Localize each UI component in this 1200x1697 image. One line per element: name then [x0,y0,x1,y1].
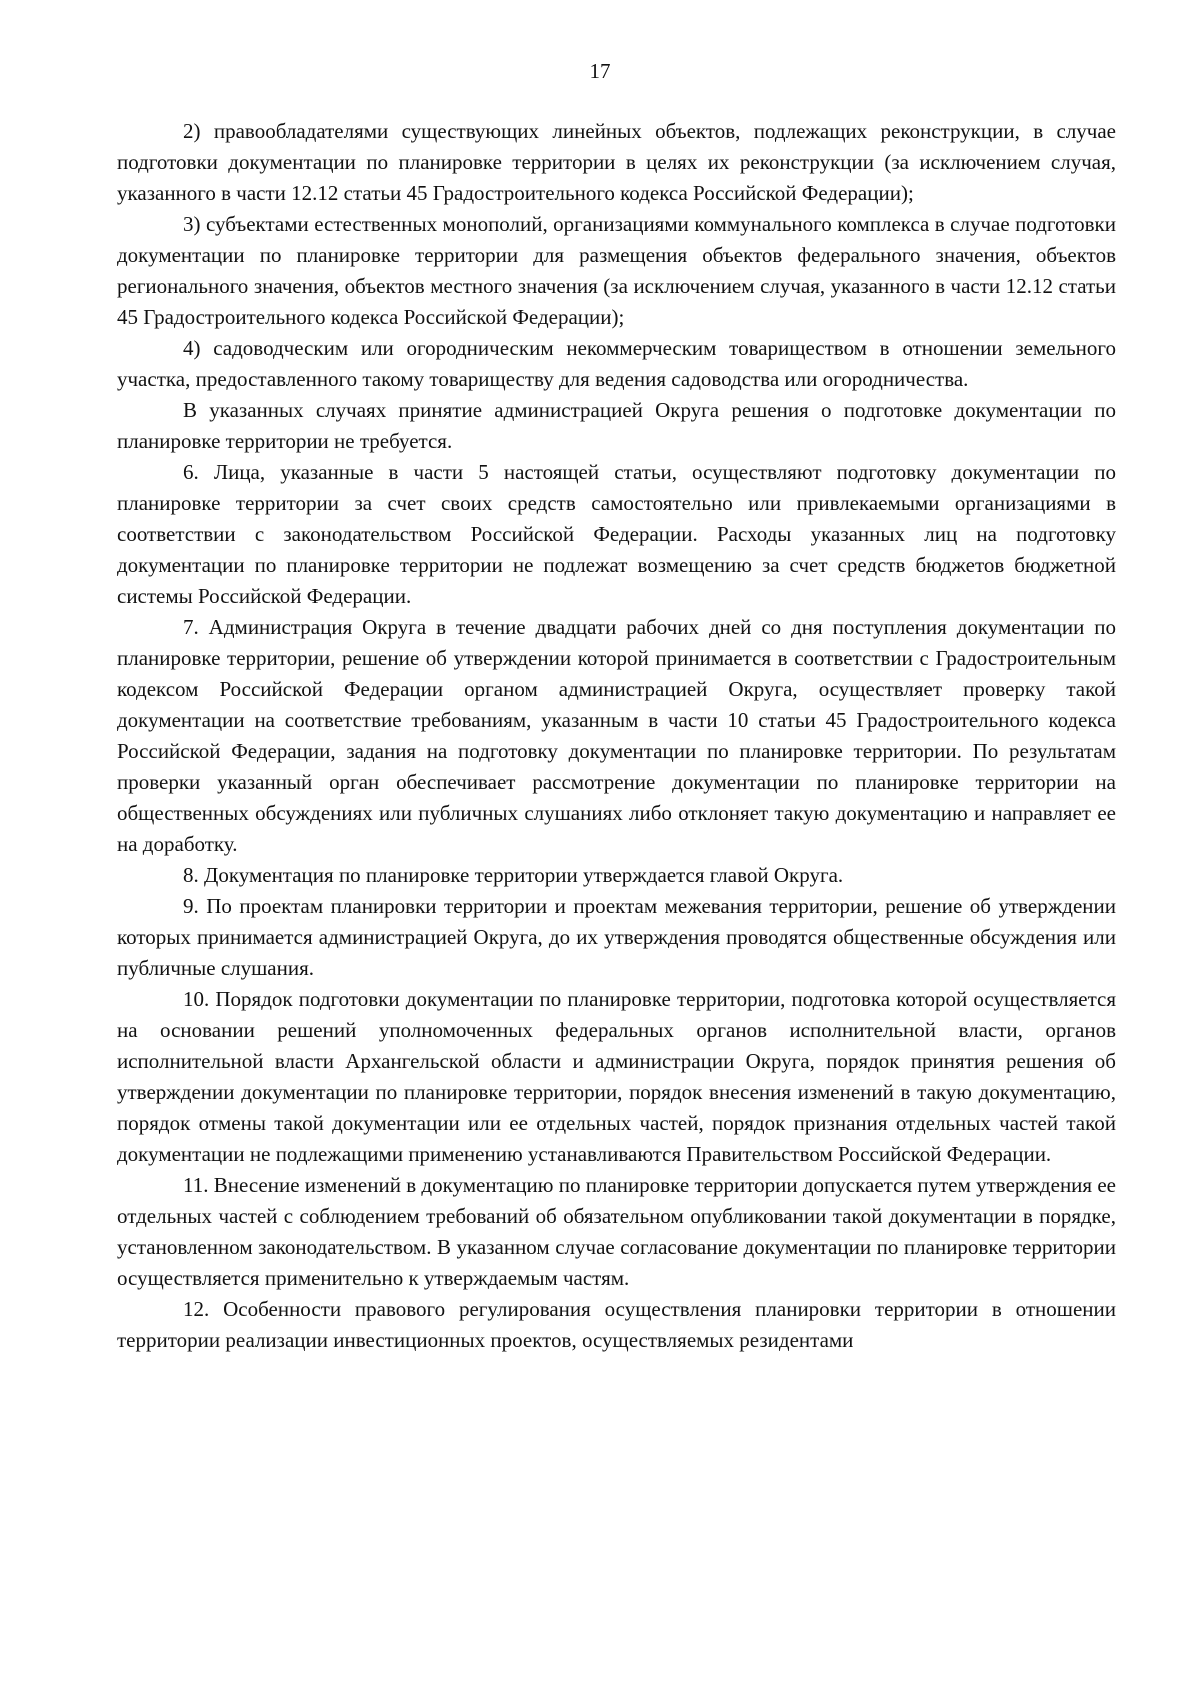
paragraph-no-decision-required: В указанных случаях принятие администрацией Округа решения о подготовке документации по планировке территории не требуется. [117,398,1116,453]
paragraph-item-3-natural-monopolies: 3) субъектами естественных монополий, организациями коммунального комплекса в случае подготовки документации по планировке территории для размещения объектов федерального значения, объектов регионального значения, объектов местного значения (за исключением случая, указанного в части 12.12 статьи 45 Градостроительного кодекса Российской Федерации); [117,212,1116,329]
paragraph-item-2-rights-holders: 2) правообладателями существующих линейных объектов, подлежащих реконструкции, в случае подготовки документации по планировке территории в целях их реконструкции (за исключением случая, указанного в части 12.12 статьи 45 Градостроительного кодекса Российской Федерации); [117,119,1116,205]
page-number: 17 [589,59,611,83]
paragraph-section-11: 11. Внесение изменений в документацию по планировке территории допускается путем утверждения ее отдельных частей с соблюдением требований об обязательном опубликовании такой документации в порядке, установленном законодательством. В указанном случае согласование документации по планировке территории осуществляется применительно к утверждаемым частям. [117,1173,1116,1290]
paragraph-section-12: 12. Особенности правового регулирования осуществления планировки территории в отношении территории реализации инвестиционных проектов, осуществляемых резидентами [117,1297,1116,1352]
paragraph-item-4-gardening-partnerships: 4) садоводческим или огородническим некоммерческим товариществом в отношении земельного участка, предоставленного такому товариществу для ведения садоводства или огородничества. [117,336,1116,391]
paragraph-section-10: 10. Порядок подготовки документации по планировке территории, подготовка которой осуществляется на основании решений уполномоченных федеральных органов исполнительной власти, органов исполнительной власти Архангельской области и администрации Округа, порядок принятия решения об утверждении документации по планировке территории, порядок внесения изменений в такую документацию, порядок отмены такой документации или ее отдельных частей, порядок признания отдельных частей такой документации не подлежащими применению устанавливаются Правительством Российской Федерации. [117,987,1116,1166]
paragraph-section-8: 8. Документация по планировке территории утверждается главой Округа. [183,863,844,887]
paragraph-section-9: 9. По проектам планировки территории и проектам межевания территории, решение об утверждении которых принимается администрацией Округа, до их утверждения проводятся общественные обсуждения или публичные слушания. [117,894,1116,980]
paragraph-section-7: 7. Администрация Округа в течение двадцати рабочих дней со дня поступления документации по планировке территории, решение об утверждении которой принимается в соответствии с Градостроительным кодексом Российской Федерации органом администрацией Округа, осуществляет проверку такой документации на соответствие требованиям, указанным в части 10 статьи 45 Градостроительного кодекса Российской Федерации, задания на подготовку документации по планировке территории. По результатам проверки указанный орган обеспечивает рассмотрение документации по планировке территории на общественных обсуждениях или публичных слушаниях либо отклоняет такую документацию и направляет ее на доработку. [117,615,1116,856]
document-body [117,116,1116,1356]
paragraph-section-6: 6. Лица, указанные в части 5 настоящей статьи, осуществляют подготовку документации по планировке территории за счет своих средств самостоятельно или привлекаемыми организациями в соответствии с законодательством Российской Федерации. Расходы указанных лиц на подготовку документации по планировке территории не подлежат возмещению за счет средств бюджетов бюджетной системы Российской Федерации. [117,460,1116,608]
